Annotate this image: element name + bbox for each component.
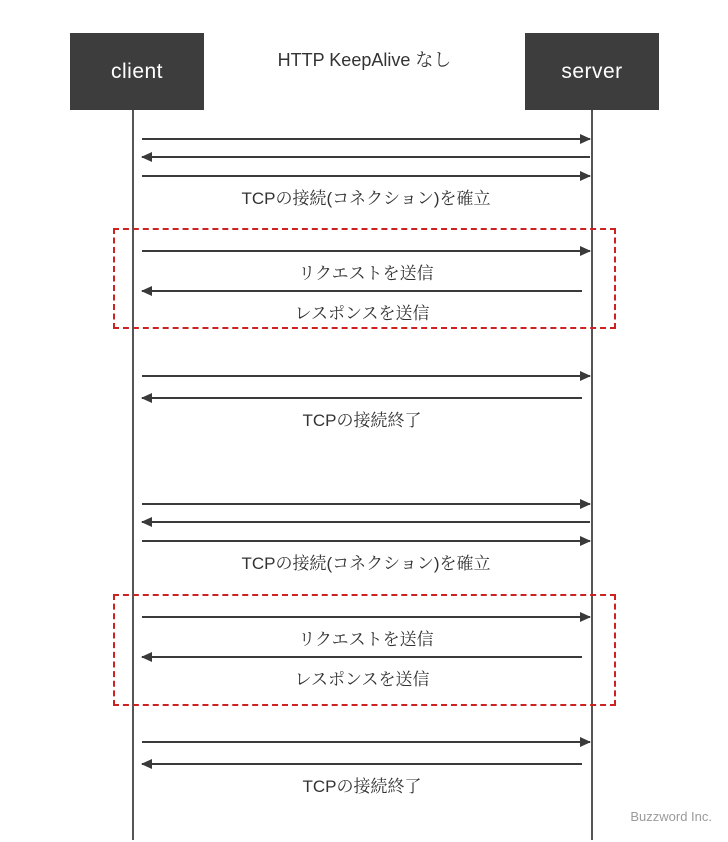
step-label-5: TCPの接続(コネクション)を確立 [241,554,491,573]
arrow-head-icon [580,171,591,181]
arrow-head-icon [141,652,152,662]
arrow-fin-2 [142,741,590,743]
arrow-head-icon [580,536,591,546]
arrow-head-icon [141,517,152,527]
arrow-head-icon [580,499,591,509]
arrow-ack-1 [142,175,590,177]
arrow-line [142,741,590,743]
arrow-head-icon [580,246,591,256]
arrow-line [142,156,590,158]
arrow-line [142,521,590,523]
step-label-1: TCPの接続(コネクション)を確立 [241,189,491,208]
arrow-line [142,763,582,765]
server-lifeline [591,110,593,840]
server-node [525,33,659,110]
arrow-line [142,656,582,658]
arrow-finack-1 [142,397,582,399]
step-label-8: TCPの接続終了 [302,777,422,796]
arrow-head-icon [580,371,591,381]
step-label-7: レスポンスを送信 [294,670,430,689]
arrow-request-1 [142,250,590,252]
arrow-line [142,138,590,140]
arrow-head-icon [141,152,152,162]
step-label-2: リクエストを送信 [298,264,434,283]
arrow-head-icon [580,134,591,144]
arrow-response-1 [142,290,582,292]
arrow-head-icon [141,759,152,769]
arrow-head-icon [580,612,591,622]
step-label-3: レスポンスを送信 [294,304,430,323]
arrow-line [142,503,590,505]
arrow-line [142,397,582,399]
arrow-head-icon [141,286,152,296]
arrow-line [142,375,590,377]
server-node-label: server [561,59,623,83]
arrow-finack-2 [142,763,582,765]
step-label-4: TCPの接続終了 [302,411,422,430]
arrow-synack-1 [142,156,590,158]
arrow-head-icon [580,737,591,747]
arrow-fin-1 [142,375,590,377]
client-node [70,33,204,110]
arrow-response-2 [142,656,582,658]
step-label-6: リクエストを送信 [298,630,434,649]
arrow-request-2 [142,616,590,618]
arrow-line [142,250,590,252]
arrow-ack-2 [142,540,590,542]
arrow-line [142,290,582,292]
arrow-syn-1 [142,138,590,140]
arrow-head-icon [141,393,152,403]
client-lifeline [132,110,134,840]
arrow-synack-2 [142,521,590,523]
diagram-title: HTTP KeepAlive なし [277,50,452,70]
arrow-line [142,175,590,177]
footer-credit: Buzzword Inc. [630,809,712,824]
arrow-line [142,540,590,542]
arrow-syn-2 [142,503,590,505]
client-node-label: client [110,59,164,83]
arrow-line [142,616,590,618]
